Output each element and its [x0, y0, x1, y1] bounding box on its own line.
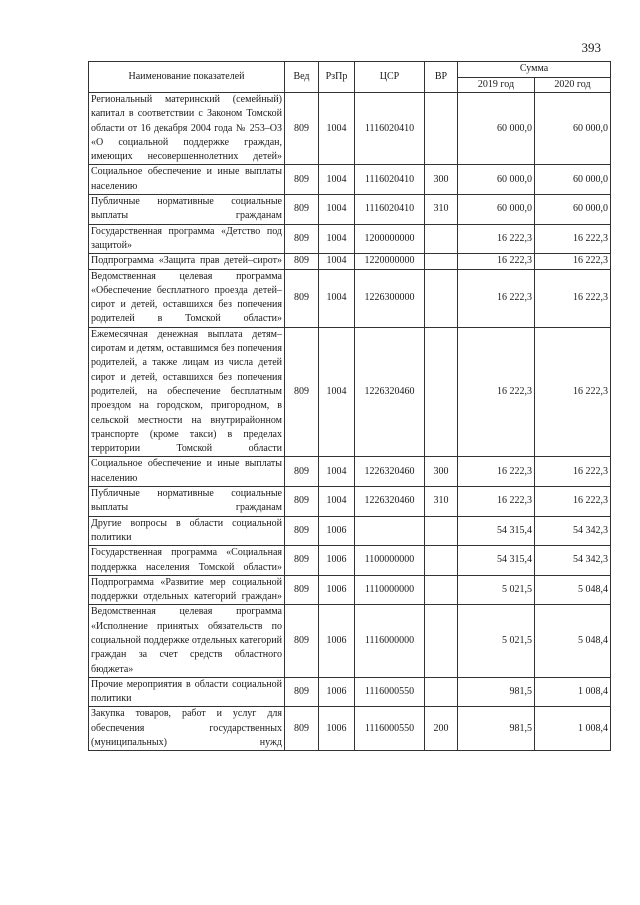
table-row: [89, 516, 611, 546]
table-row: [89, 254, 611, 269]
cell-csr: 1116020410: [355, 93, 425, 165]
cell-csr: 1100000000: [355, 546, 425, 576]
cell-y2020: 16 222,3: [535, 224, 611, 254]
cell-vr: 310: [425, 195, 458, 225]
cell-name: Ведомственная целевая программа «Обеспечение бесплатного проезда детей–сирот и детей, оставшихся без попечения родителей в Томской области»: [89, 269, 285, 327]
cell-vr: [425, 516, 458, 546]
cell-name: Другие вопросы в области социальной политики: [89, 516, 285, 546]
cell-ved: 809: [285, 165, 319, 195]
cell-ved: 809: [285, 269, 319, 327]
cell-y2019: 60 000,0: [458, 165, 535, 195]
cell-csr: 1220000000: [355, 254, 425, 269]
cell-rzpr: 1006: [319, 546, 355, 576]
cell-y2020: 5 048,4: [535, 605, 611, 677]
cell-y2020: 16 222,3: [535, 327, 611, 457]
cell-rzpr: 1006: [319, 707, 355, 751]
cell-ved: 809: [285, 457, 319, 487]
table-row: [89, 224, 611, 254]
cell-rzpr: 1004: [319, 224, 355, 254]
cell-y2019: 16 222,3: [458, 457, 535, 487]
cell-y2020: 1 008,4: [535, 707, 611, 751]
header-rzpr: РзПр: [319, 62, 355, 93]
cell-y2019: 16 222,3: [458, 487, 535, 517]
cell-rzpr: 1004: [319, 269, 355, 327]
cell-vr: [425, 269, 458, 327]
cell-rzpr: 1004: [319, 487, 355, 517]
cell-csr: 1226320460: [355, 487, 425, 517]
cell-name: Ведомственная целевая программа «Исполнение принятых обязательств по социальной поддержке отдельных категорий граждан за счет средств областного бюджета»: [89, 605, 285, 677]
cell-y2020: 16 222,3: [535, 269, 611, 327]
cell-name: Подпрограмма «Защита прав детей–сирот»: [89, 254, 285, 269]
cell-y2020: 54 342,3: [535, 546, 611, 576]
cell-y2020: 5 048,4: [535, 575, 611, 605]
cell-ved: 809: [285, 546, 319, 576]
cell-y2020: 1 008,4: [535, 677, 611, 707]
cell-vr: [425, 605, 458, 677]
cell-y2019: 5 021,5: [458, 605, 535, 677]
cell-csr: 1116000550: [355, 707, 425, 751]
cell-csr: [355, 516, 425, 546]
cell-y2020: 16 222,3: [535, 457, 611, 487]
cell-y2019: 16 222,3: [458, 327, 535, 457]
cell-y2019: 60 000,0: [458, 93, 535, 165]
table-row: [89, 546, 611, 576]
cell-y2019: 16 222,3: [458, 254, 535, 269]
cell-name: Государственная программа «Детство под защитой»: [89, 224, 285, 254]
cell-vr: [425, 327, 458, 457]
cell-csr: 1226320460: [355, 457, 425, 487]
cell-ved: 809: [285, 605, 319, 677]
cell-vr: [425, 575, 458, 605]
header-sum: Сумма: [458, 62, 611, 78]
cell-rzpr: 1006: [319, 575, 355, 605]
cell-csr: 1116020410: [355, 165, 425, 195]
cell-csr: 1116000000: [355, 605, 425, 677]
cell-ved: 809: [285, 327, 319, 457]
cell-csr: 1226300000: [355, 269, 425, 327]
table-row: [89, 165, 611, 195]
cell-rzpr: 1004: [319, 254, 355, 269]
cell-vr: 300: [425, 165, 458, 195]
cell-ved: 809: [285, 677, 319, 707]
cell-y2020: 16 222,3: [535, 487, 611, 517]
cell-ved: 809: [285, 195, 319, 225]
table-row: [89, 269, 611, 327]
cell-y2020: 60 000,0: [535, 93, 611, 165]
cell-rzpr: 1006: [319, 605, 355, 677]
cell-vr: [425, 677, 458, 707]
cell-ved: 809: [285, 224, 319, 254]
cell-y2019: 5 021,5: [458, 575, 535, 605]
cell-ved: 809: [285, 487, 319, 517]
cell-name: Ежемесячная денежная выплата детям–сиротам и детям, оставшимся без попечения родителей, а также лицам из числа детей сирот и детей, оставшихся без попечения родителей, на обеспечение бесплатным проездом на городском, пригородном, в сельской местности на внутрирайонном транспорте (кроме такси) в пределах территории Томской области: [89, 327, 285, 457]
cell-y2020: 60 000,0: [535, 165, 611, 195]
cell-y2019: 981,5: [458, 707, 535, 751]
cell-name: Социальное обеспечение и иные выплаты населению: [89, 165, 285, 195]
header-ved: Вед: [285, 62, 319, 93]
budget-table: [88, 61, 611, 751]
cell-vr: 310: [425, 487, 458, 517]
cell-rzpr: 1006: [319, 516, 355, 546]
cell-rzpr: 1004: [319, 165, 355, 195]
cell-ved: 809: [285, 575, 319, 605]
cell-csr: 1200000000: [355, 224, 425, 254]
cell-name: Закупка товаров, работ и услуг для обеспечения государственных (муниципальных) нужд: [89, 707, 285, 751]
cell-name: Прочие мероприятия в области социальной политики: [89, 677, 285, 707]
table-row: [89, 677, 611, 707]
cell-rzpr: 1004: [319, 457, 355, 487]
cell-vr: 200: [425, 707, 458, 751]
header-vr: ВР: [425, 62, 458, 93]
cell-y2019: 54 315,4: [458, 546, 535, 576]
cell-name: Публичные нормативные социальные выплаты гражданам: [89, 195, 285, 225]
table-row: [89, 93, 611, 165]
cell-name: Региональный материнский (семейный) капитал в соответствии с Законом Томской области от 16 декабря 2004 года № 253–ОЗ «О социальной поддержке граждан, имеющих несовершеннолетних детей»: [89, 93, 285, 165]
cell-y2019: 60 000,0: [458, 195, 535, 225]
header-csr: ЦСР: [355, 62, 425, 93]
cell-name: Государственная программа «Социальная поддержка населения Томской области»: [89, 546, 285, 576]
table-body: [89, 93, 611, 751]
cell-ved: 809: [285, 516, 319, 546]
cell-y2020: 16 222,3: [535, 254, 611, 269]
header-2019: 2019 год: [458, 77, 535, 93]
cell-rzpr: 1004: [319, 195, 355, 225]
table-row: [89, 327, 611, 457]
cell-name: Подпрограмма «Развитие мер социальной поддержки отдельных категорий граждан»: [89, 575, 285, 605]
cell-y2019: 16 222,3: [458, 269, 535, 327]
table-row: [89, 707, 611, 751]
table-row: [89, 457, 611, 487]
cell-ved: 809: [285, 254, 319, 269]
cell-rzpr: 1004: [319, 327, 355, 457]
cell-vr: [425, 254, 458, 269]
header-2020: 2020 год: [535, 77, 611, 93]
page-number: 393: [581, 40, 601, 55]
cell-csr: 1226320460: [355, 327, 425, 457]
cell-y2020: 54 342,3: [535, 516, 611, 546]
cell-vr: [425, 224, 458, 254]
cell-rzpr: 1004: [319, 93, 355, 165]
cell-vr: [425, 93, 458, 165]
table-row: [89, 195, 611, 225]
cell-vr: 300: [425, 457, 458, 487]
cell-ved: 809: [285, 93, 319, 165]
cell-csr: 1116020410: [355, 195, 425, 225]
cell-csr: 1110000000: [355, 575, 425, 605]
cell-name: Публичные нормативные социальные выплаты гражданам: [89, 487, 285, 517]
cell-vr: [425, 546, 458, 576]
cell-y2019: 981,5: [458, 677, 535, 707]
cell-y2019: 54 315,4: [458, 516, 535, 546]
header-name: Наименование показателей: [89, 62, 285, 93]
cell-csr: 1116000550: [355, 677, 425, 707]
cell-y2020: 60 000,0: [535, 195, 611, 225]
cell-y2019: 16 222,3: [458, 224, 535, 254]
cell-ved: 809: [285, 707, 319, 751]
table-row: [89, 487, 611, 517]
cell-rzpr: 1006: [319, 677, 355, 707]
table-row: [89, 605, 611, 677]
table-row: [89, 575, 611, 605]
cell-name: Социальное обеспечение и иные выплаты населению: [89, 457, 285, 487]
table-header: [89, 62, 611, 93]
